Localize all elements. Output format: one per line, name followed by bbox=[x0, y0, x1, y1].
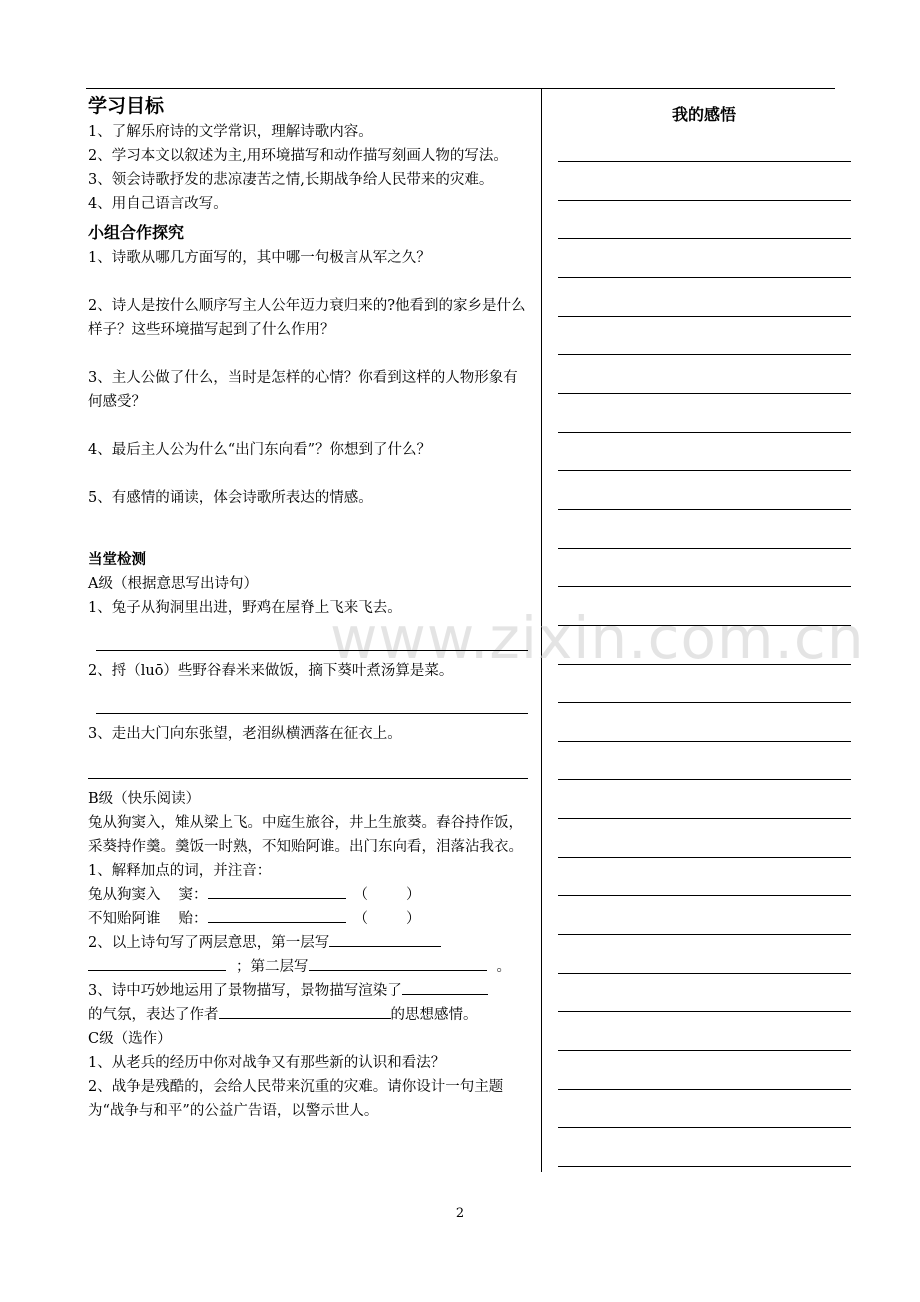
goal-item: 3、领会诗歌抒发的悲凉凄苦之情,长期战争给人民带来的灾难。 bbox=[88, 172, 494, 188]
c-item: 1、从老兵的经历中你对战争又有那些新的认识和看法？ bbox=[88, 1055, 446, 1071]
b-q1-row-a bbox=[88, 883, 528, 907]
reflection-line[interactable] bbox=[558, 432, 851, 433]
reflection-line[interactable] bbox=[558, 934, 851, 935]
test-title: 当堂检测 bbox=[88, 552, 146, 568]
b-q1-row-b bbox=[88, 907, 528, 931]
b-q1-phrase: 兔从狗窦入 bbox=[88, 887, 161, 903]
level-c-heading: C级（选作） bbox=[88, 1031, 172, 1047]
reflection-line[interactable] bbox=[558, 548, 851, 549]
left-column bbox=[88, 92, 528, 1123]
goal-item: 1、了解乐府诗的文学常识，理解诗歌内容。 bbox=[88, 124, 373, 140]
b-question-2: 2、以上诗句写了两层意思，第一层写 bbox=[88, 931, 528, 955]
explore-question: 4、最后主人公为什么“出门东向看”？你想到了什么？ bbox=[88, 442, 432, 458]
blank-field[interactable] bbox=[88, 956, 226, 971]
goals-title: 学习目标 bbox=[88, 95, 165, 117]
reflection-line[interactable] bbox=[558, 354, 851, 355]
reflection-line[interactable] bbox=[558, 702, 851, 703]
reflection-line[interactable] bbox=[558, 1166, 851, 1167]
reflection-line[interactable] bbox=[558, 238, 851, 239]
reflection-line[interactable] bbox=[558, 277, 851, 278]
reflection-line[interactable] bbox=[558, 664, 851, 665]
reflection-line[interactable] bbox=[558, 895, 851, 896]
reflection-line[interactable] bbox=[558, 393, 851, 394]
reflection-line[interactable] bbox=[558, 1011, 851, 1012]
watermark: www.zixin.com.cn bbox=[330, 604, 865, 672]
explore-question: 2、诗人是按什么顺序写主人公年迈力衰归来的?他看到的家乡是什么样子？这些环境描写起到了什么作用？ bbox=[88, 298, 526, 338]
top-rule bbox=[86, 88, 835, 89]
b-question-3: 3、诗中巧妙地运用了景物描写，景物描写渲染了 bbox=[88, 979, 528, 1003]
blank-field[interactable] bbox=[309, 956, 487, 971]
reflection-line[interactable] bbox=[558, 161, 851, 162]
paren-close: ） bbox=[406, 887, 421, 903]
b-q1-phrase: 不知贻阿谁 bbox=[88, 911, 161, 927]
b-q1-word: 贻： bbox=[178, 911, 208, 927]
reflection-line[interactable] bbox=[558, 1127, 851, 1128]
goal-item: 4、用自己语言改写。 bbox=[88, 196, 228, 212]
reflection-line[interactable] bbox=[558, 470, 851, 471]
reflection-line[interactable] bbox=[558, 586, 851, 587]
explore-question: 3、主人公做了什么，当时是怎样的心情？你看到这样的人物形象有何感受？ bbox=[88, 370, 518, 410]
b-q1-word: 窦： bbox=[178, 887, 208, 903]
blank-field[interactable] bbox=[208, 884, 346, 899]
paren-open: （ bbox=[353, 911, 368, 927]
reflection-line[interactable] bbox=[558, 200, 851, 201]
explore-title: 小组合作探究 bbox=[88, 223, 185, 242]
reflection-line[interactable] bbox=[558, 741, 851, 742]
explore-question: 5、有感情的诵读，体会诗歌所表达的情感。 bbox=[88, 490, 373, 506]
reflection-title: 我的感悟 bbox=[671, 105, 736, 124]
a-item: 3、走出大门向东张望，老泪纵横洒落在征衣上。 bbox=[88, 726, 402, 742]
reflection-line[interactable] bbox=[558, 509, 851, 510]
reflection-line[interactable] bbox=[558, 1089, 851, 1090]
goal-item: 2、学习本文以叙述为主,用环境描写和动作描写刻画人物的写法。 bbox=[88, 148, 508, 164]
b-poem-text: 兔从狗窦入，雉从梁上飞。中庭生旅谷，井上生旅葵。舂谷持作饭，采葵持作羹。羹饭一时熟，不知贻阿谁。出门东向看，泪落沾我衣。 bbox=[88, 815, 523, 855]
b-question-3-cont: 的气氛，表达了作者 的思想感情。 bbox=[88, 1003, 528, 1027]
a-item: 2、捋（luō）些野谷舂米来做饭，摘下葵叶煮汤算是菜。 bbox=[88, 663, 454, 679]
b-question-2-cont: ；第二层写 。 bbox=[88, 955, 528, 979]
paren-close: ） bbox=[406, 911, 421, 927]
page-number: 2 bbox=[455, 1206, 465, 1221]
reflection-line[interactable] bbox=[558, 973, 851, 974]
b-question-1: 1、解释加点的词，并注音： bbox=[88, 863, 272, 879]
reflection-line[interactable] bbox=[558, 316, 851, 317]
level-a-heading: A级（根据意思写出诗句） bbox=[88, 576, 258, 592]
reflection-line[interactable] bbox=[558, 1050, 851, 1051]
reflection-line[interactable] bbox=[558, 818, 851, 819]
reflection-line[interactable] bbox=[558, 779, 851, 780]
paren-open: （ bbox=[353, 887, 368, 903]
a-item: 1、兔子从狗洞里出进，野鸡在屋脊上飞来飞去。 bbox=[88, 600, 402, 616]
blank-field[interactable] bbox=[219, 1004, 391, 1019]
reflection-line[interactable] bbox=[558, 857, 851, 858]
explore-question: 1、诗歌从哪几方面写的，其中哪一句极言从军之久？ bbox=[88, 250, 431, 266]
reflection-line[interactable] bbox=[558, 625, 851, 626]
blank-field[interactable] bbox=[208, 908, 346, 923]
blank-field[interactable] bbox=[402, 980, 488, 995]
level-b-heading: B级（快乐阅读） bbox=[88, 791, 201, 807]
blank-field[interactable] bbox=[329, 932, 441, 947]
c-item: 2、战争是残酷的，会给人民带来沉重的灾难。请你设计一句主题为“战争与和平”的公益广告语，以警示世人。 bbox=[88, 1079, 504, 1119]
